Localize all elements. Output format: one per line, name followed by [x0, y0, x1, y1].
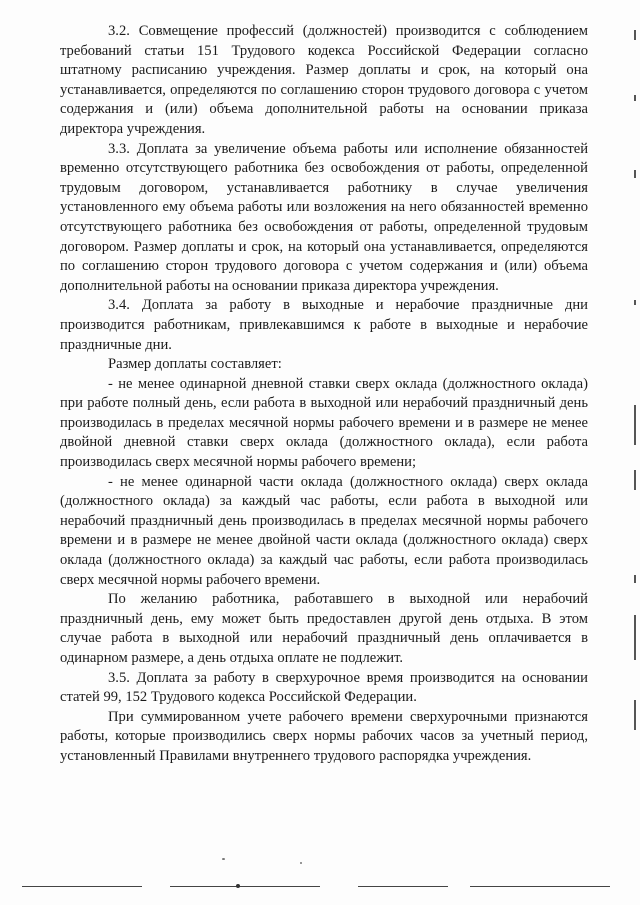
paragraph-3-4: 3.4. Доплата за работу в выходные и нерабочие праздничные дни производится работникам, привлекавшимся к работе в выходные и нерабочие праздничные дни.: [60, 297, 588, 353]
scan-speck: [300, 862, 302, 864]
paragraph-bullet-hourly-rate: - не менее одинарной части оклада (должностного оклада) сверх оклада (должностного оклада) за каждый час работы, если работа в выходной или нерабочий праздничный день производилась в пределах месячной нормы рабочего времени и в размере не менее двойной части оклада (должностного оклада) сверх оклада (должностного оклада) за каждый час работы, если работа производилась сверх месячной нормы рабочего времени.: [60, 473, 588, 588]
paragraph-3-3: 3.3. Доплата за увеличение объема работы или исполнение обязанностей временно отсутствующего работника без освобождения от работы, определенной трудовым договором, устанавливается работнику в случае увеличения установленного ему объема работы или возложения на него обязанностей временно отсутствующего работника без освобождения от работы, определенной трудовым договором. Размер доплаты и срок, на который она устанавливается, определяются по соглашению сторон трудового договора с учетом содержания и (или) объема дополнительной работы на основании приказа директора учреждения.: [60, 140, 588, 294]
scan-edge-mark: [634, 575, 636, 583]
paragraph-bullet-daily-rate: - не менее одинарной дневной ставки сверх оклада (должностного оклада) при работе полный день, если работа в выходной или нерабочий праздничный день производилась в пределах месячной нормы рабочего времени и в размере не менее двойной дневной ставки сверх оклада (должностного оклада), если работа производилась сверх месячной нормы рабочего времени;: [60, 375, 588, 471]
scan-edge-mark: [634, 300, 636, 305]
scan-speck: [236, 884, 240, 888]
paragraph-3-5: 3.5. Доплата за работу в сверхурочное время производится на основании статей 99, 152 Трудового кодекса Российской Федерации.: [60, 669, 588, 706]
scan-edge-mark: [634, 405, 636, 445]
scan-edge-mark: [634, 615, 636, 660]
paragraph-3-2: 3.2. Совмещение профессий (должностей) производится с соблюдением требований статьи 151 Трудового кодекса Российской Федерации согласно штатному расписанию учреждения. Размер доплаты и срок, на который она устанавливается, определяются по соглашению сторон трудового договора с учетом содержания и (или) объема дополнительной работы на основании приказа директора учреждения.: [60, 23, 588, 137]
scan-edge-mark: [634, 700, 636, 730]
paragraph-summarized-accounting: При суммированном учете рабочего времени сверхурочными признаются работы, которые производились сверх нормы рабочих часов за учетный период, установленный Правилами внутреннего трудового распорядка учреждения.: [60, 708, 588, 764]
scan-edge-mark: [634, 95, 636, 101]
scan-edge-mark: [634, 170, 636, 178]
bottom-border-line: [170, 886, 320, 887]
paragraph-day-off: По желанию работника, работавшего в выходной или нерабочий праздничный день, ему может быть предоставлен другой день отдыха. В этом случае работа в выходной или нерабочий праздничный день оплачивается в одинарном размере, а день отдыха оплате не подлежит.: [60, 591, 588, 666]
scan-edge-mark: [634, 30, 636, 40]
bottom-border-line: [358, 886, 448, 887]
paragraph-payment-size: Размер доплаты составляет:: [108, 356, 282, 373]
bottom-border-line: [22, 886, 142, 887]
bottom-border-line: [470, 886, 610, 887]
scan-edge-mark: [634, 470, 636, 490]
scan-speck: [222, 858, 225, 860]
document-body: [60, 22, 588, 767]
